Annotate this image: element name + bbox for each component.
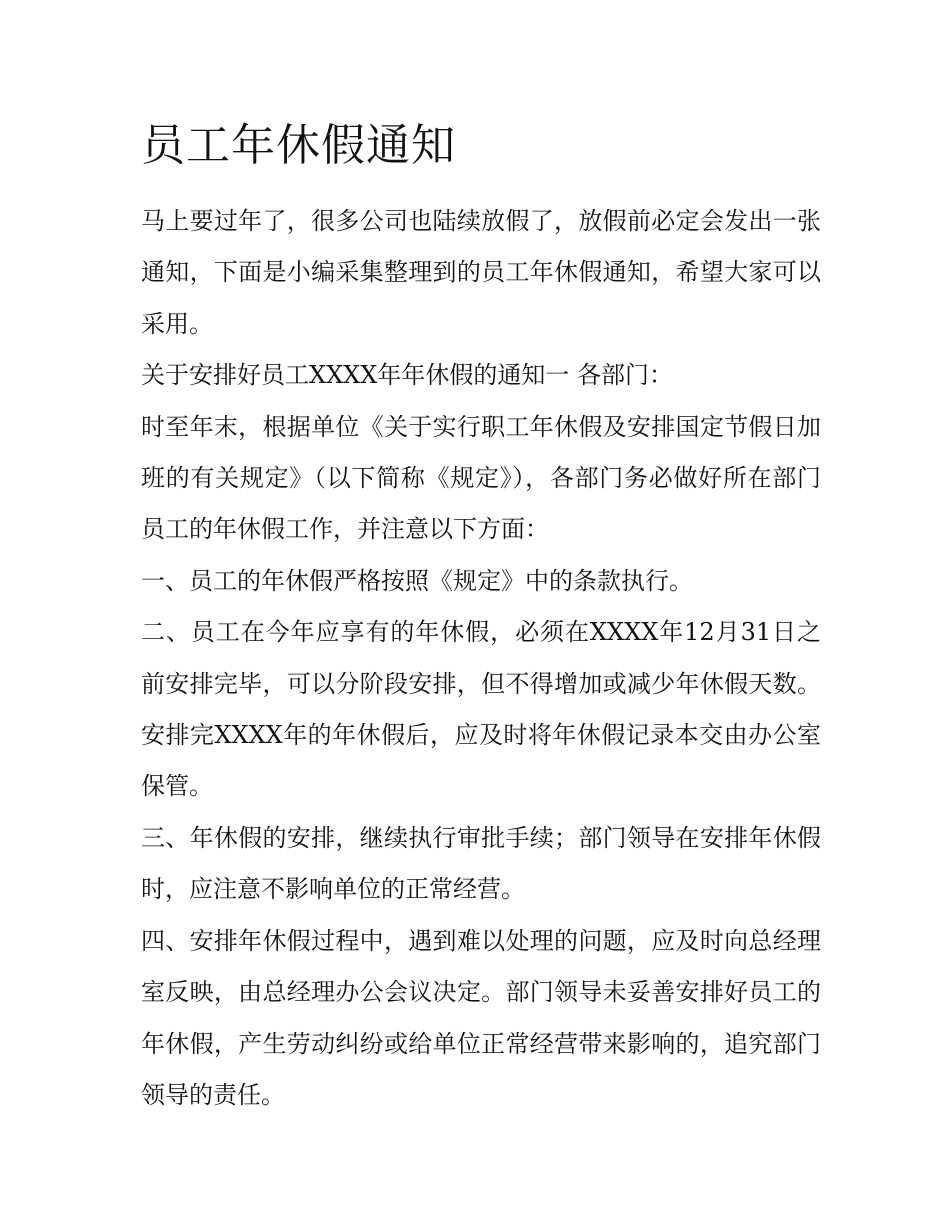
document-body — [141, 196, 821, 1121]
paragraph-preamble: 时至年末，根据单位《关于实行职工年休假及安排国定节假日加班的有关规定》（以下简称《规定》），各部门务必做好所在部门员工的年休假工作，并注意以下方面： — [141, 412, 821, 544]
document-title: 员工年休假通知 — [141, 120, 456, 171]
paragraph-item-3: 三、年休假的安排，继续执行审批手续；部门领导在安排年休假时，应注意不影响单位的正常经营。 — [141, 823, 821, 904]
paragraph-item-4: 四、安排年休假过程中，遇到难以处理的问题，应及时向总经理室反映，由总经理办公会议决定。部门领导未妥善安排好员工的年休假，产生劳动纠纷或给单位正常经营带来影响的，追究部门领导的责任。 — [141, 926, 821, 1109]
paragraph-notice-heading: 关于安排好员工XXXX年年休假的通知一 各部门： — [141, 361, 673, 390]
paragraph-item-2: 二、员工在今年应享有的年休假，必须在XXXX年12月31日之前安排完毕，可以分阶段安排，但不得增加或减少年休假天数。安排完XXXX年的年休假后，应及时将年休假记录本交由办公室保管。 — [141, 618, 821, 801]
paragraph-intro: 马上要过年了，很多公司也陆续放假了，放假前必定会发出一张通知，下面是小编采集整理到的员工年休假通知，希望大家可以采用。 — [141, 207, 821, 338]
paragraph-item-1: 一、员工的年休假严格按照《规定》中的条款执行。 — [141, 566, 693, 595]
